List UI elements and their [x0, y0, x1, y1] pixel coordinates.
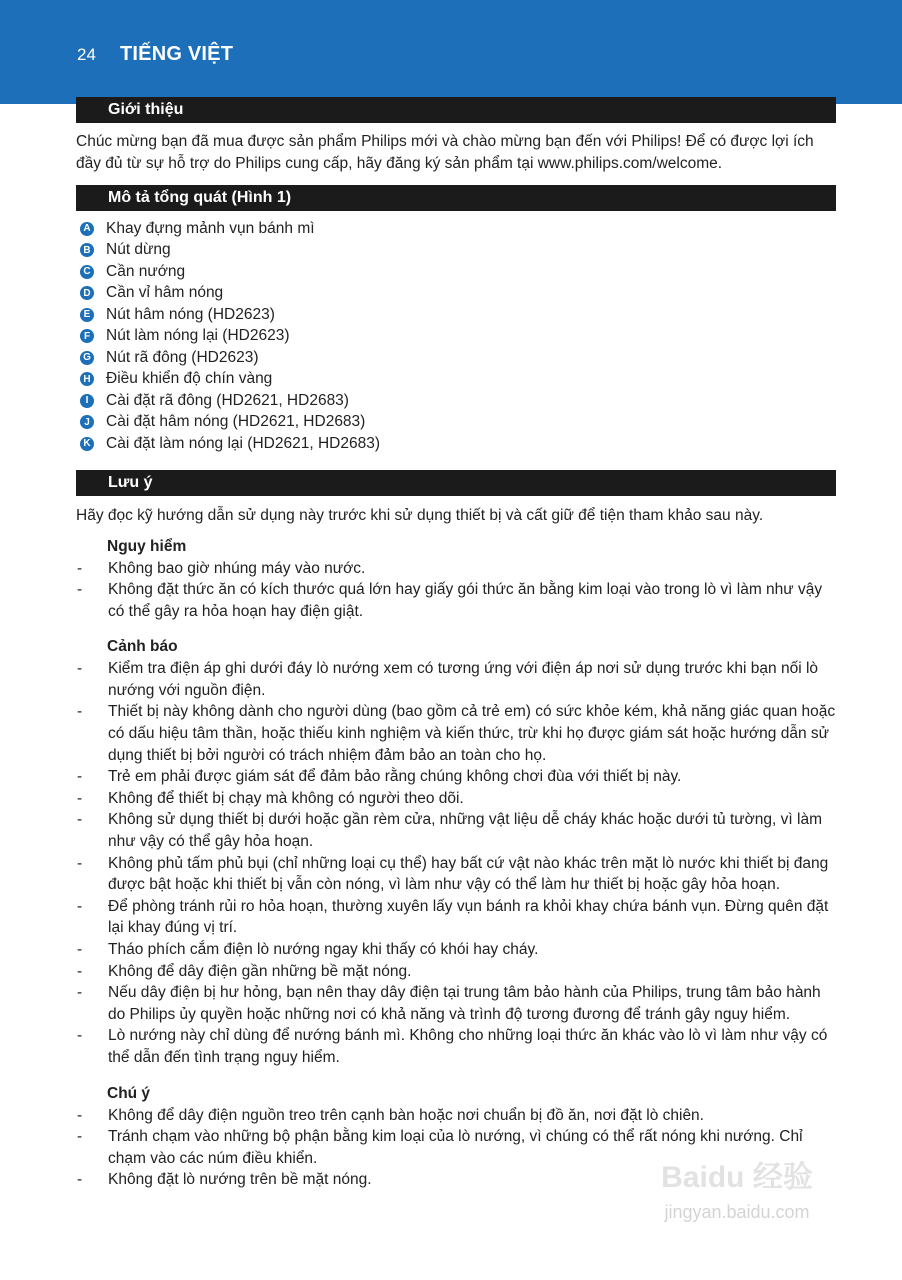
header-bar [0, 0, 902, 104]
notes-intro: Hãy đọc kỹ hướng dẫn sử dụng này trước khi sử dụng thiết bị và cất giữ để tiện tham khảo sau này. [76, 506, 764, 524]
warning-list [76, 658, 836, 1068]
list-item-text: Thiết bị này không dành cho người dùng (bao gồm cả trẻ em) có sức khỏe kém, khả năng giác quan hoặc có dấu hiệu tâm thần, hoặc thiếu kinh nghiệm và kiến thức, trừ khi họ được giám sát hoặc hướng dẫn sử dụng thiết bị bởi người có trách nhiệm đảm bảo an toàn cho họ. [108, 703, 836, 764]
list-item [76, 579, 836, 622]
bullet-dash: - [77, 559, 83, 577]
watermark [632, 1156, 842, 1246]
list-item-text: Không để thiết bị chạy mà không có người theo dõi. [108, 789, 464, 807]
list-item-text: Không phủ tấm phủ bụi (chỉ những loại cụ thể) hay bất cứ vật nào khác trên mặt lò nước khi thiết bị đang được bật hoặc khi thiết bị vẫn còn nóng, vì làm như vậy có thể làm hư thiết bị hoặc gây hỏa hoạn. [108, 854, 829, 894]
description-item-text: Cài đặt làm nóng lại (HD2621, HD2683) [106, 434, 380, 452]
description-item [76, 433, 836, 455]
list-item-text: Không bao giờ nhúng máy vào nước. [108, 559, 366, 577]
list-item [76, 701, 836, 766]
section-heading-description: Mô tả tổng quát (Hình 1) [76, 185, 836, 211]
list-item [76, 853, 836, 896]
bullet-dash: - [77, 811, 83, 829]
bullet-dash: - [77, 1128, 83, 1146]
list-item-text: Kiểm tra điện áp ghi dưới đáy lò nướng xem có tương ứng với điện áp nơi sử dụng trước khi bạn nối lò nướng với nguồn điện. [108, 660, 819, 699]
page-number: 24 [77, 45, 96, 64]
bullet-dash: - [77, 789, 83, 807]
letter-badge: D [80, 286, 94, 300]
list-item-text: Không để dây điện gần những bề mặt nóng. [108, 962, 412, 980]
list-item [76, 961, 836, 983]
list-item [76, 558, 836, 580]
letter-badge: I [80, 394, 94, 408]
description-item [76, 240, 836, 262]
list-item [76, 788, 836, 810]
danger-list [76, 558, 836, 623]
description-item [76, 261, 836, 283]
description-item [76, 390, 836, 412]
description-item [76, 369, 836, 391]
bullet-dash: - [77, 768, 83, 786]
section-heading-notes: Lưu ý [76, 470, 836, 496]
section-heading-intro: Giới thiệu [76, 97, 836, 123]
description-item [76, 347, 836, 369]
description-item [76, 218, 836, 240]
list-item-text: Trẻ em phải được giám sát để đảm bảo rằng chúng không chơi đùa với thiết bị này. [108, 768, 682, 786]
caution-heading: Chú ý [107, 1084, 151, 1102]
letter-badge: E [80, 308, 94, 322]
list-item-text: Nếu dây điện bị hư hỏng, bạn nên thay dây điện tại trung tâm bảo hành của Philips, trung tâm bảo hành do Philips ủy quyền hoặc những nơi có khả năng và trình độ tương đương để tránh gây nguy hiểm. [108, 984, 821, 1023]
bullet-dash: - [77, 897, 83, 915]
bullet-dash: - [77, 1027, 83, 1045]
bullet-dash: - [77, 660, 83, 678]
list-item [76, 658, 836, 701]
document-body [76, 97, 836, 1191]
bullet-dash: - [77, 703, 83, 721]
bullet-dash: - [77, 581, 83, 599]
watermark-site: jingyan.baidu.com [664, 1202, 810, 1222]
list-item [76, 1025, 836, 1068]
list-item-text: Để phòng tránh rủi ro hỏa hoạn, thường xuyên lấy vụn bánh ra khỏi khay chứa bánh vụn. Đừng quên đặt lại khay đúng vị trí. [108, 897, 829, 937]
bullet-dash: - [77, 1171, 83, 1189]
bullet-dash: - [77, 941, 83, 958]
list-item [76, 1105, 836, 1127]
list-item [76, 766, 836, 788]
bullet-dash: - [77, 984, 83, 1002]
list-item-text: Không đặt lò nướng trên bề mặt nóng. [108, 1171, 372, 1189]
list-item-text: Không để dây điện nguồn treo trên cạnh bàn hoặc nơi chuẩn bị đồ ăn, nơi đặt lò chiên. [108, 1106, 704, 1124]
bullet-dash: - [77, 962, 83, 980]
list-item-text: Không đặt thức ăn có kích thước quá lớn hay giấy gói thức ăn bằng kim loại vào trong lò vì làm như vậy có thể gây ra hỏa hoạn hay điện giật. [108, 581, 823, 620]
list-item-text: Không sử dụng thiết bị dưới hoặc gần rèm cửa, những vật liệu dễ cháy khác hoặc dưới tủ tường, vì làm như vậy có thể gây hỏa hoạn. [108, 811, 822, 851]
description-item-text: Điều khiển độ chín vàng [106, 370, 273, 388]
description-item [76, 283, 836, 305]
description-item-text: Cần vỉ hâm nóng [106, 284, 224, 302]
description-item-text: Nút làm nóng lại (HD2623) [106, 327, 290, 345]
letter-badge: G [80, 351, 94, 365]
letter-badge: B [80, 243, 94, 257]
letter-badge: C [80, 265, 94, 279]
letter-badge: J [80, 415, 94, 429]
letter-badge: F [80, 329, 94, 343]
description-item-text: Cài đặt hâm nóng (HD2621, HD2683) [106, 413, 366, 431]
intro-paragraph: Chúc mừng bạn đã mua được sản phẩm Philips mới và chào mừng bạn đến với Philips! Để có được lợi ích đầy đủ từ sự hỗ trợ do Philips cung cấp, hãy đăng ký sản phẩm tại www.philips.com/welcome. [76, 133, 814, 172]
warning-heading: Cảnh báo [107, 638, 178, 656]
watermark-logo: Baidu 经验 [661, 1161, 813, 1194]
danger-heading: Nguy hiểm [107, 537, 187, 555]
description-item-text: Khay đựng mảnh vụn bánh mì [106, 219, 315, 237]
list-item-text: Lò nướng này chỉ dùng để nướng bánh mì. Không cho những loại thức ăn khác vào lò vì làm như vậy có thể dẫn đến tình trạng nguy hiểm. [108, 1027, 828, 1066]
description-item-text: Nút hâm nóng (HD2623) [106, 305, 275, 323]
page-language-title: TIẾNG VIỆT [120, 43, 234, 65]
description-item-text: Cần nướng [106, 262, 186, 280]
list-item-text: Tránh chạm vào những bộ phận bằng kim loại của lò nướng, vì chúng có thể rất nóng khi nướng. Chỉ chạm vào các núm điều khiển. [108, 1128, 803, 1167]
description-item [76, 304, 836, 326]
letter-badge: A [80, 222, 94, 236]
description-list [76, 218, 836, 455]
description-item-text: Nút rã đông (HD2623) [106, 348, 259, 366]
description-item [76, 412, 836, 434]
bullet-dash: - [77, 854, 83, 872]
description-item-text: Nút dừng [106, 241, 171, 259]
letter-badge: K [80, 437, 94, 451]
list-item [76, 809, 836, 852]
description-item-text: Cài đặt rã đông (HD2621, HD2683) [106, 391, 349, 409]
list-item-text: Tháo phích cắm điện lò nướng ngay khi thấy có khói hay cháy. [108, 941, 539, 958]
list-item [76, 896, 836, 939]
list-item [76, 982, 836, 1025]
bullet-dash: - [77, 1106, 83, 1124]
letter-badge: H [80, 372, 94, 386]
description-item [76, 326, 836, 348]
list-item [76, 939, 836, 961]
